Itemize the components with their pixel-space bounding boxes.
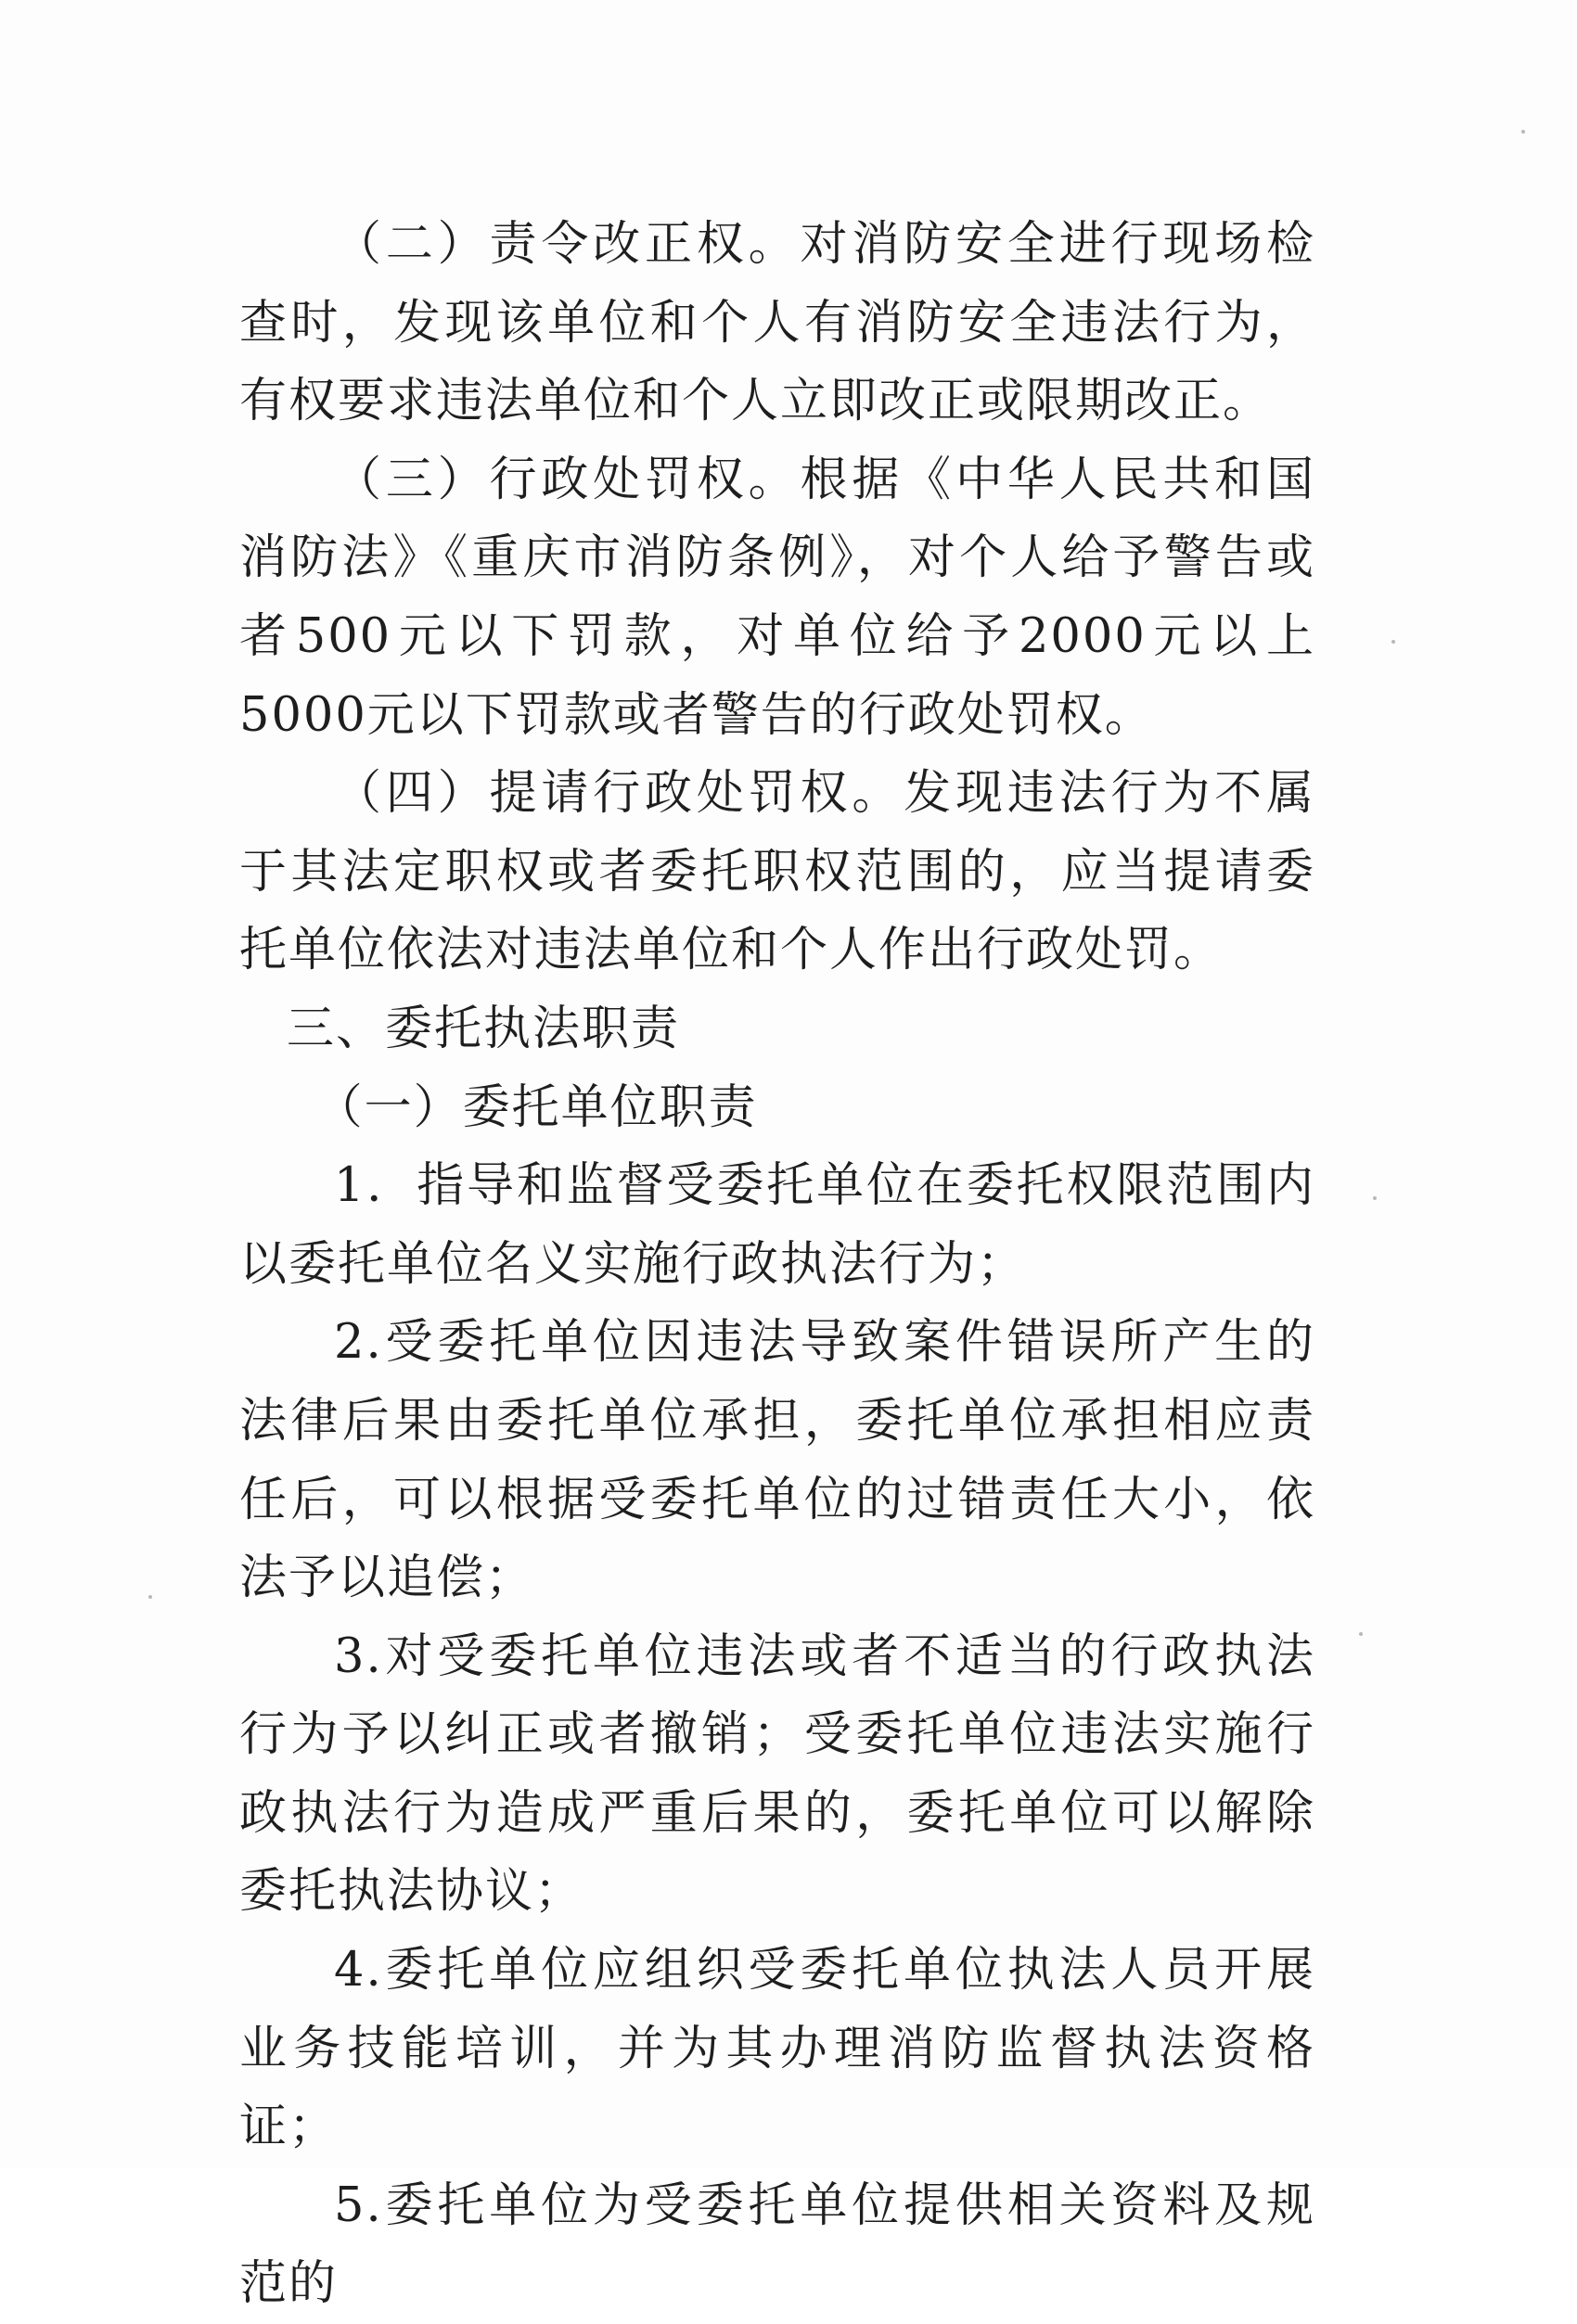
subsection-heading: （一）委托单位职责 — [314, 1079, 758, 1135]
paragraph-administrative-penalty: （三）行政处罚权。根据《中华人民共和国消防法》《重庆市消防条例》，对个人给予警告或者500元以下罚款，对单位给予2000元以上5000元以下罚款或者警告的行政处罚权。 — [239, 452, 1315, 743]
list-item: 5.委托单位为受委托单位提供相关资料及规范的 — [239, 2177, 1315, 2312]
list-item: 2.受委托单位因违法导致案件错误所产生的法律后果由委托单位承担，委托单位承担相应责任后，可以根据受委托单位的过错责任大小，依法予以追偿； — [239, 1315, 1315, 1606]
scan-speck — [1359, 1632, 1363, 1636]
list-item: 3.对受委托单位违法或者不适当的行政执法行为予以纠正或者撤销；受委托单位违法实施行政执法行为造成严重后果的，委托单位可以解除委托执法协议； — [239, 1628, 1315, 1920]
paragraph-request-penalty: （四）提请行政处罚权。发现违法行为不属于其法定职权或者委托职权范围的，应当提请委托单位依法对违法单位和个人作出行政处罚。 — [239, 766, 1315, 978]
document-body — [239, 206, 1315, 2324]
scan-speck — [148, 1595, 152, 1599]
scan-speck — [1373, 1196, 1377, 1200]
section-heading: 三、委托执法职责 — [287, 1001, 681, 1056]
paragraph-order-correction: （二）责令改正权。对消防安全进行现场检查时，发现该单位和个人有消防安全违法行为，有权要求违法单位和个人立即改正或限期改正。 — [239, 217, 1315, 429]
scan-speck — [1391, 640, 1395, 644]
list-item: 4.委托单位应组织受委托单位执法人员开展业务技能培训，并为其办理消防监督执法资格证； — [239, 1943, 1315, 2155]
scan-speck — [1521, 130, 1525, 134]
list-item: 1．指导和监督受委托单位在委托权限范围内以委托单位名义实施行政执法行为； — [239, 1158, 1315, 1292]
